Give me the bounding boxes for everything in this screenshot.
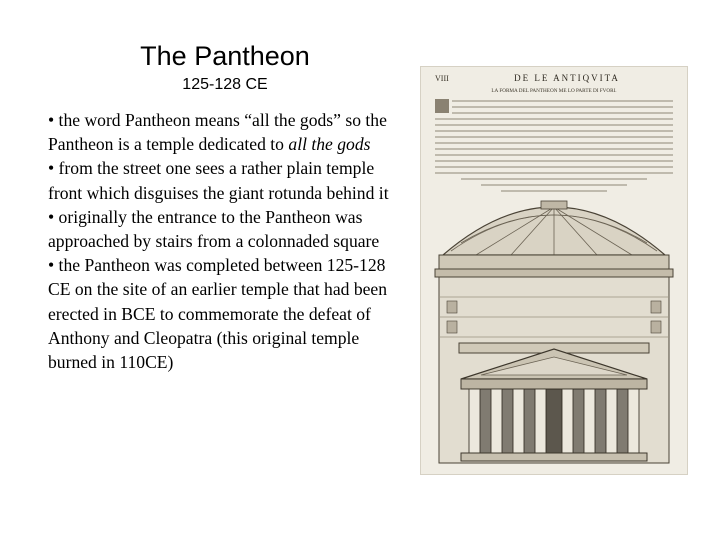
- bullet-text: • the Pantheon was completed between 125-128 CE on the site of an earlier temple that had been erected in BCE to commemorate the defeat of Anthony and Cleopatra (this original temple burned in 110CE): [48, 255, 388, 373]
- column-shadows: [480, 389, 628, 453]
- cornice: [435, 269, 673, 277]
- plate-page-number: VIII: [435, 74, 449, 83]
- plate-text-block: [435, 101, 673, 191]
- bullet-item: [48, 205, 408, 253]
- pantheon-engraving-drawing: [421, 67, 687, 474]
- entablature: [461, 379, 647, 389]
- pantheon-engraving: [420, 66, 688, 475]
- drum-ring: [439, 255, 669, 269]
- bullet-text: • from the street one sees a rather plain temple front which disguises the giant rotunda behind it: [48, 158, 389, 203]
- bullet-text: • originally the entrance to the Pantheon was approached by stairs from a colonnaded square: [48, 206, 380, 252]
- bullet-item: [48, 253, 408, 374]
- bullet-item: [48, 108, 408, 156]
- plate-caption: LA FORMA DEL PANTHEON ME LO PARTE DI FVORI.: [491, 88, 617, 94]
- bullet-item: [48, 156, 408, 204]
- bullet-emphasis: all the gods: [288, 134, 371, 155]
- bullet-list: [48, 108, 408, 374]
- oculus: [541, 201, 567, 209]
- slide-subtitle: 125-128 CE: [182, 76, 268, 93]
- plate-heading: DE LE ANTIQVITA: [514, 73, 620, 83]
- bullet-text: • the word Pantheon means “all the gods” so the Pantheon is a temple dedicated to: [48, 110, 387, 155]
- slide-title: The Pantheon: [140, 41, 310, 71]
- portico-base: [461, 453, 647, 461]
- drop-cap: [435, 99, 449, 113]
